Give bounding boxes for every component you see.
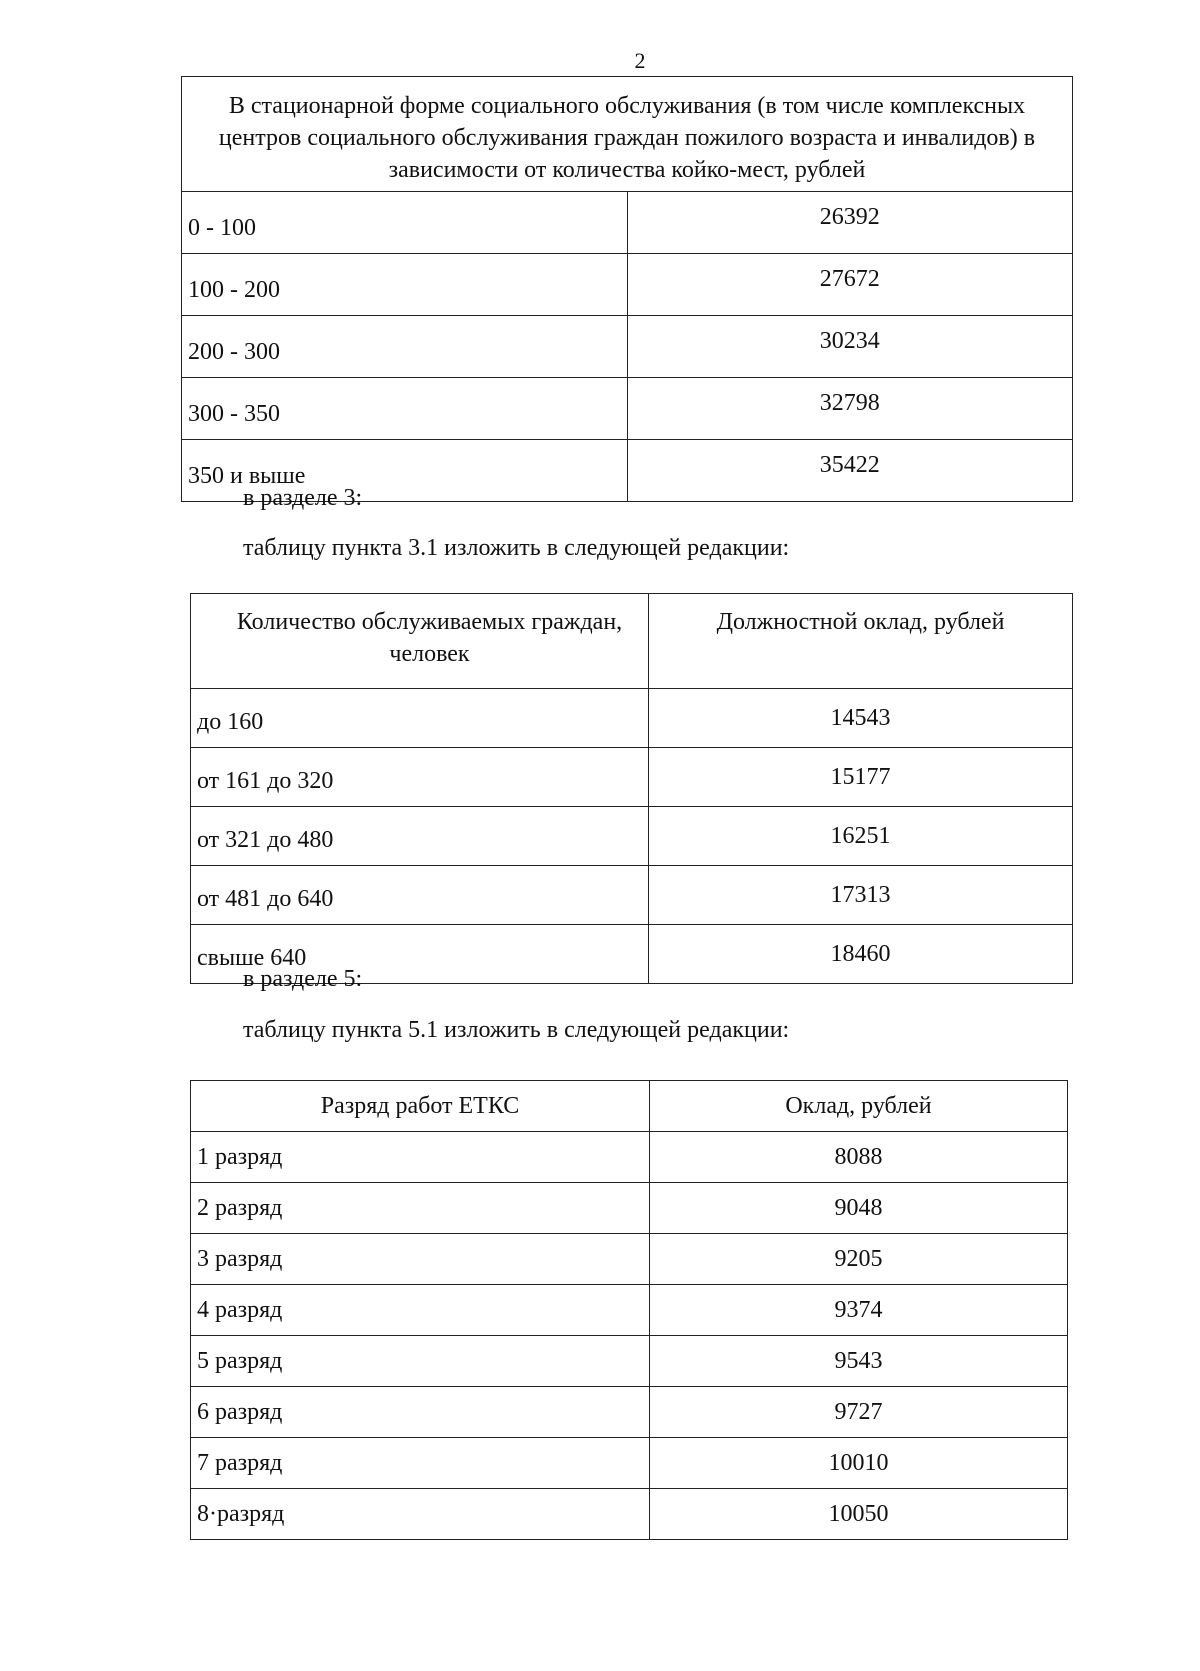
table2-col2-header: Должностной оклад, рублей (649, 594, 1073, 689)
table-row (191, 1489, 1068, 1540)
table-served-citizens-salaries (190, 593, 1073, 984)
table1-value-cell: 30234 (627, 316, 1073, 378)
table2-range-cell: от 321 до 480 (191, 807, 649, 866)
table-row (182, 254, 1073, 316)
table3-grade-cell: 8·разряд (191, 1489, 650, 1540)
table2-range-cell: свыше 640 (191, 925, 649, 984)
table3-value-cell: 10050 (650, 1489, 1068, 1540)
section5-heading: в разделе 5: (243, 966, 363, 992)
table-row (191, 689, 1073, 748)
table-row (191, 866, 1073, 925)
table-row (191, 807, 1073, 866)
table1-range-cell: 300 - 350 (182, 378, 628, 440)
table-row (182, 316, 1073, 378)
table3-value-cell: 9048 (650, 1183, 1068, 1234)
table3-value-cell: 10010 (650, 1438, 1068, 1489)
table2-value-cell: 15177 (649, 748, 1073, 807)
table-row (191, 1234, 1068, 1285)
section3-heading: в разделе 3: (243, 485, 363, 511)
table-bed-capacity-salaries (181, 76, 1073, 502)
table2-range-cell: от 481 до 640 (191, 866, 649, 925)
table2-value-cell: 17313 (649, 866, 1073, 925)
table3-grade-cell: 2 разряд (191, 1183, 650, 1234)
table3-value-cell: 9205 (650, 1234, 1068, 1285)
table-row (191, 1387, 1068, 1438)
table1-range-cell: 100 - 200 (182, 254, 628, 316)
table3-col1-header: Разряд работ ЕТКС (191, 1081, 650, 1132)
table3-value-cell: 9727 (650, 1387, 1068, 1438)
table-row (191, 1183, 1068, 1234)
table-row (191, 1438, 1068, 1489)
table1-value-cell: 27672 (627, 254, 1073, 316)
page-number: 2 (634, 48, 646, 73)
table3-grade-cell: 3 разряд (191, 1234, 650, 1285)
table1-header: В стационарной форме социального обслуживания (в том числе комплексных центров социального обслуживания граждан пожилого возраста и инвалидов) в зависимости от количества койко-мест, рублей (182, 77, 1073, 192)
table3-value-cell: 8088 (650, 1132, 1068, 1183)
table3-col2-header: Оклад, рублей (650, 1081, 1068, 1132)
table1-value-cell: 26392 (627, 192, 1073, 254)
table2-range-cell: до 160 (191, 689, 649, 748)
table2-range-cell: от 161 до 320 (191, 748, 649, 807)
table2-col1-header: Количество обслуживаемых граждан, человек (191, 594, 649, 689)
table3-grade-cell: 4 разряд (191, 1285, 650, 1336)
table-row (191, 1132, 1068, 1183)
table2-value-cell: 16251 (649, 807, 1073, 866)
section3-instruction: таблицу пункта 3.1 изложить в следующей редакции: (243, 535, 790, 561)
table-row (182, 378, 1073, 440)
table3-value-cell: 9543 (650, 1336, 1068, 1387)
table3-grade-cell: 6 разряд (191, 1387, 650, 1438)
table1-range-cell: 350 и выше (182, 440, 628, 502)
table3-grade-cell: 1 разряд (191, 1132, 650, 1183)
section5-instruction: таблицу пункта 5.1 изложить в следующей редакции: (243, 1017, 790, 1043)
table1-value-cell: 32798 (627, 378, 1073, 440)
table1-range-cell: 0 - 100 (182, 192, 628, 254)
table3-value-cell: 9374 (650, 1285, 1068, 1336)
table2-value-cell: 14543 (649, 689, 1073, 748)
table3-grade-cell: 7 разряд (191, 1438, 650, 1489)
table-row (191, 748, 1073, 807)
table1-range-cell: 200 - 300 (182, 316, 628, 378)
table1-value-cell: 35422 (627, 440, 1073, 502)
table3-grade-cell: 5 разряд (191, 1336, 650, 1387)
table-row (191, 1285, 1068, 1336)
table2-value-cell: 18460 (649, 925, 1073, 984)
table-row (182, 192, 1073, 254)
table-row (191, 1336, 1068, 1387)
table-etks-grade-salaries (190, 1080, 1068, 1540)
